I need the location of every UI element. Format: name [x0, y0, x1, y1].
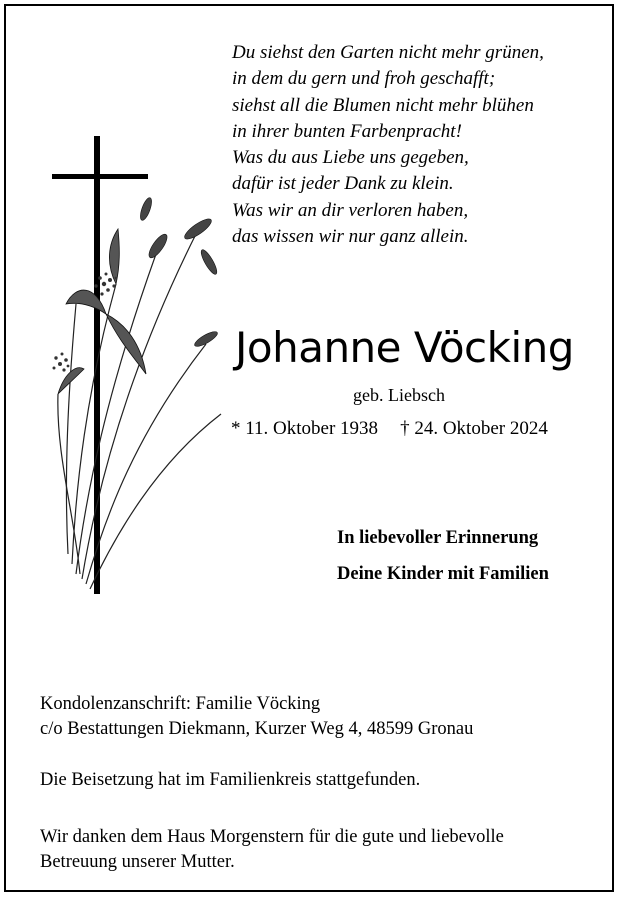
- condolence-line: Kondolenzanschrift: Familie Vöcking: [40, 694, 321, 714]
- burial-note: [40, 768, 615, 793]
- poem-line: Du siehst den Garten nicht mehr grünen,: [232, 42, 544, 63]
- cross-with-wheat-icon: [46, 134, 236, 604]
- poem-line: das wissen wir nur ganz allein.: [232, 226, 469, 248]
- poem-line: Was wir an dir verloren haben,: [232, 199, 469, 221]
- poem-line: siehst all die Blumen nicht mehr blühen: [232, 94, 534, 116]
- burial-note-text: Die Beisetzung hat im Familienkreis stattgefunden.: [40, 770, 421, 790]
- life-dates: [231, 417, 611, 441]
- thanks-line: Wir danken dem Haus Morgenstern für die gute und liebevolle: [40, 827, 504, 847]
- poem-line: in ihrer bunten Farbenpracht!: [232, 120, 462, 142]
- poem: [232, 40, 612, 250]
- thanks-line: Betreuung unserer Mutter.: [40, 852, 235, 872]
- poem-line: in dem du gern und froh geschafft;: [232, 68, 496, 90]
- thanks-note: [40, 825, 615, 875]
- condolence-line: c/o Bestattungen Diekmann, Kurzer Weg 4, 48599 Gronau: [40, 719, 474, 739]
- deceased-name: Johanne Vöcking: [235, 323, 574, 372]
- poem-line: Was du aus Liebe uns gegeben,: [232, 147, 469, 169]
- family-signature: Deine Kinder mit Familien: [337, 564, 549, 584]
- memory-line: In liebevoller Erinnerung: [337, 528, 539, 548]
- death-date: † 24. Oktober 2024: [400, 418, 548, 439]
- condolence-address: [40, 692, 615, 742]
- maiden-name: geb. Liebsch: [353, 385, 445, 405]
- birth-date: * 11. Oktober 1938: [231, 418, 379, 439]
- obituary-frame: [4, 4, 614, 892]
- poem-line: dafür ist jeder Dank zu klein.: [232, 173, 454, 195]
